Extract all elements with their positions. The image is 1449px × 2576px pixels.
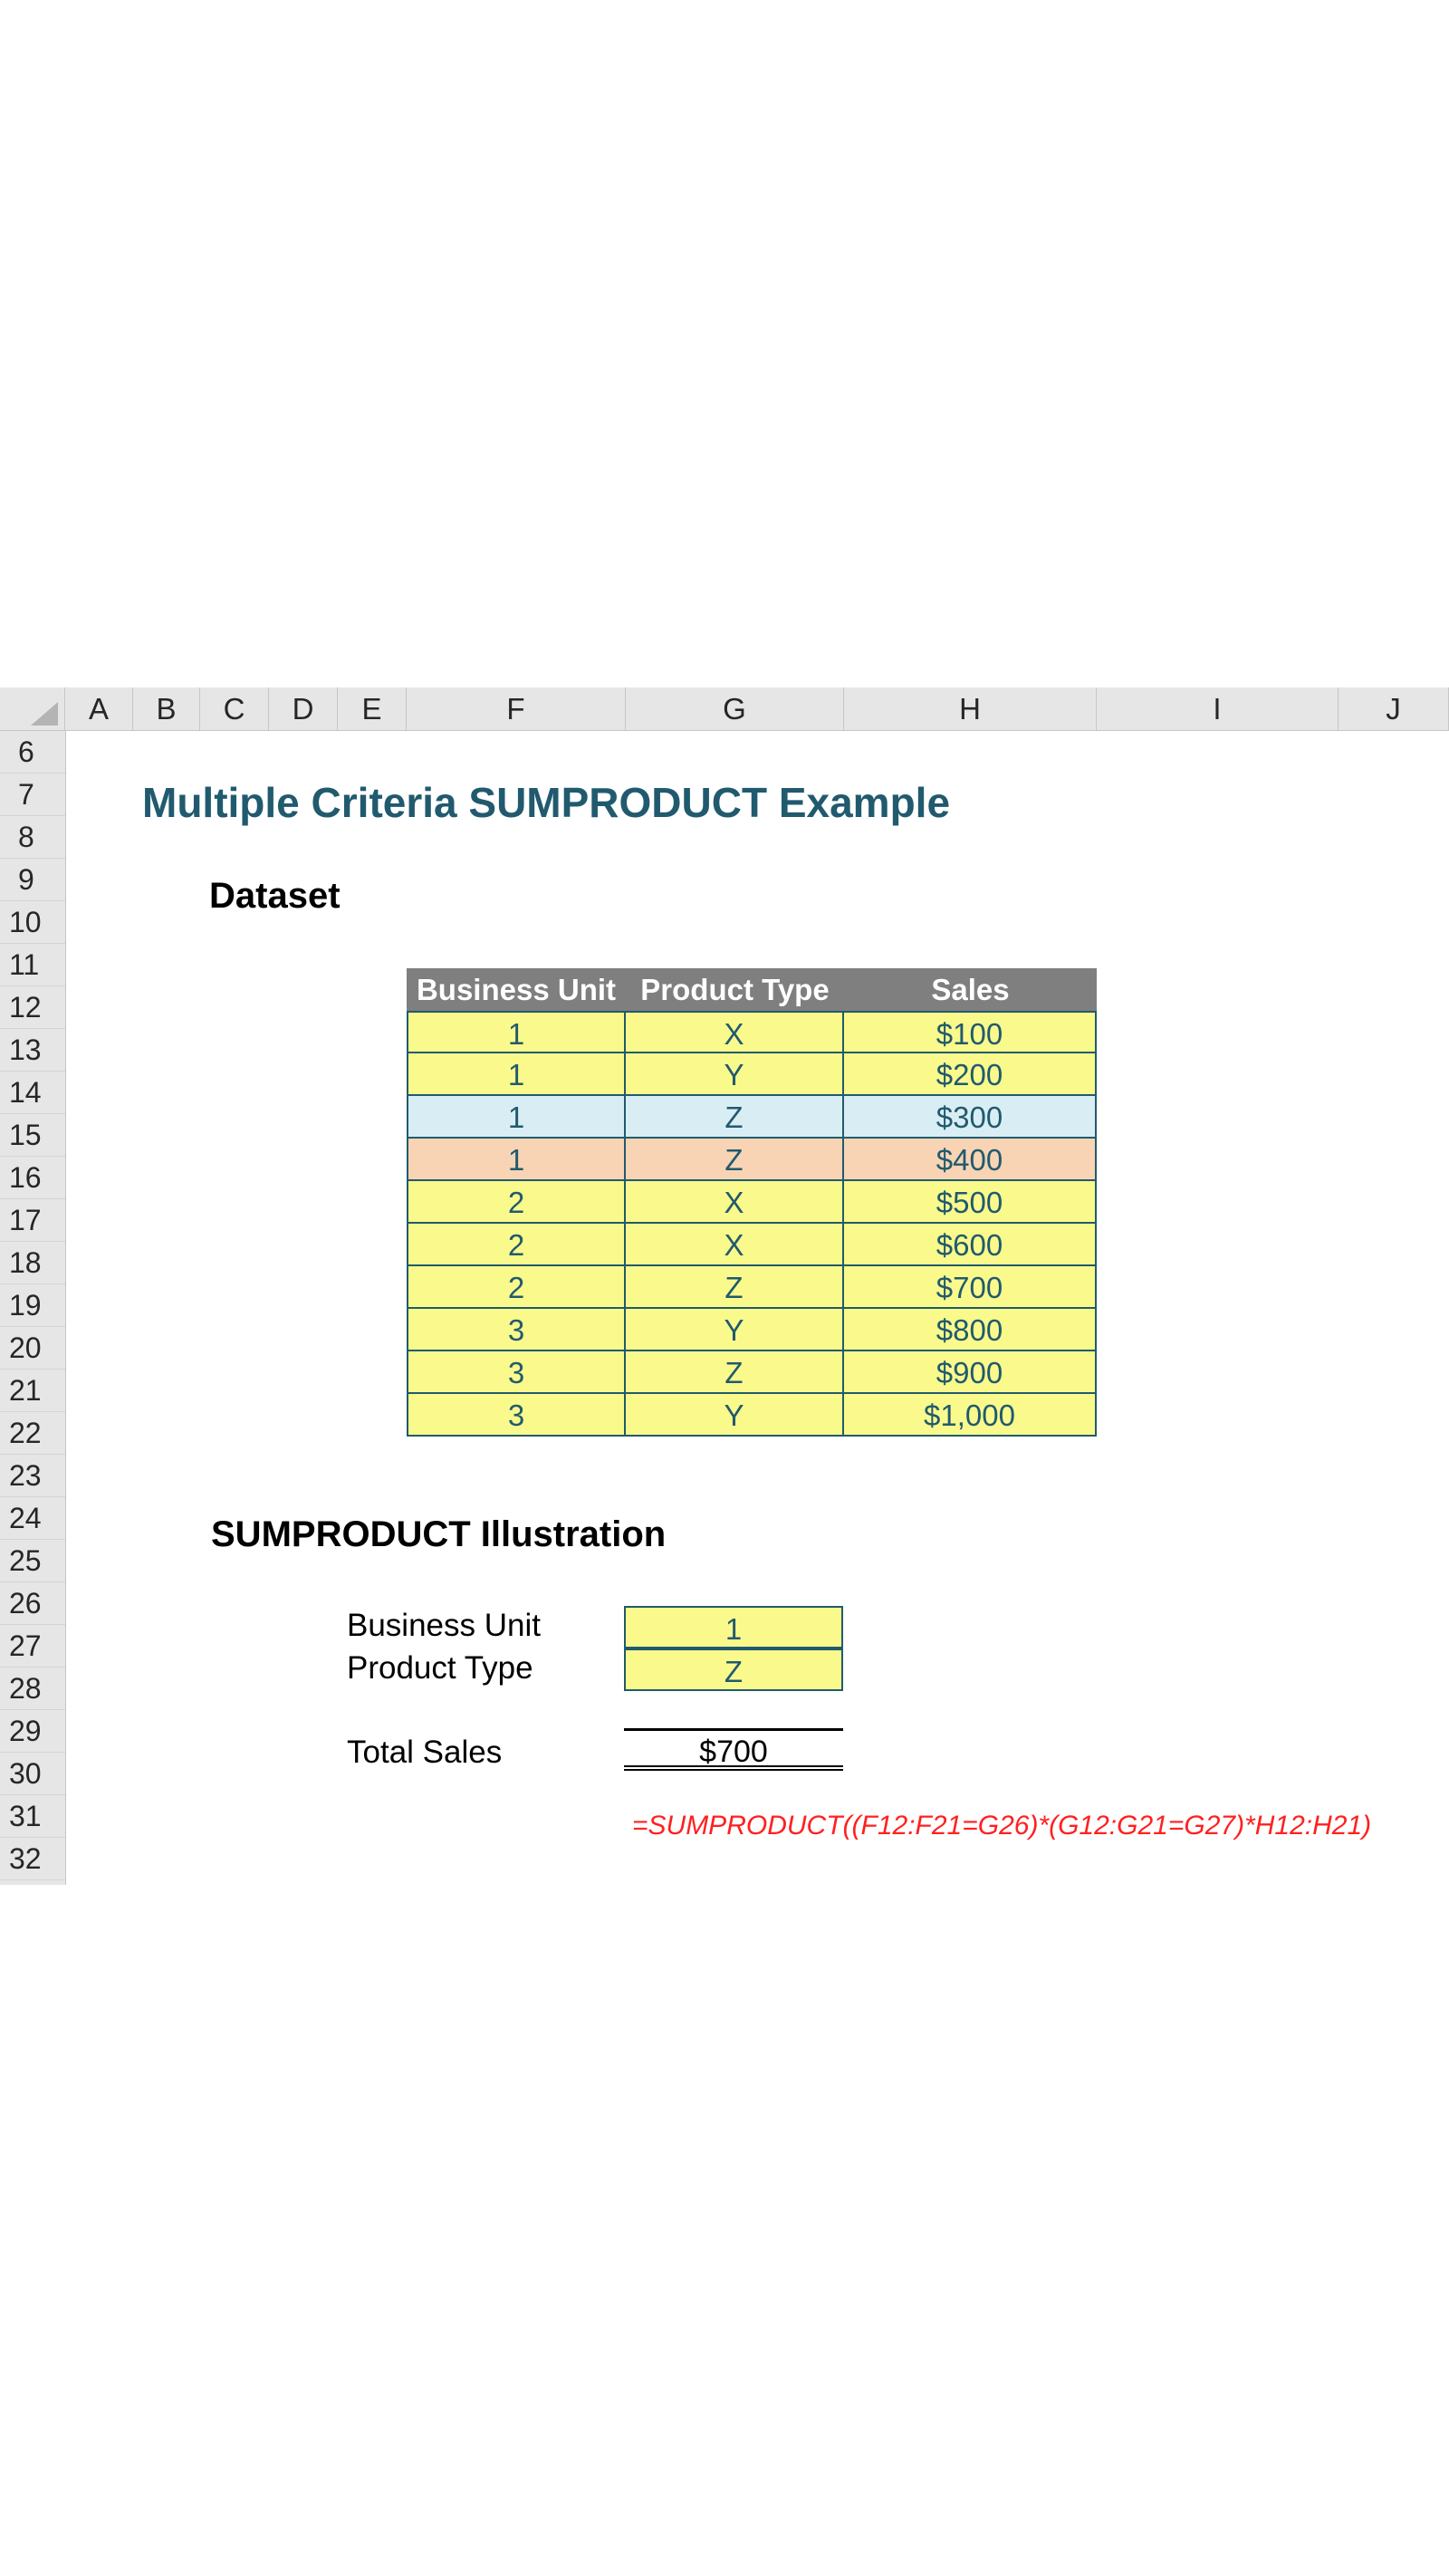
row-header-12[interactable]: 12 xyxy=(0,986,65,1029)
column-header-e[interactable]: E xyxy=(338,687,407,730)
cell-sales[interactable]: $300 xyxy=(844,1096,1097,1139)
row-header-10[interactable]: 10 xyxy=(0,901,65,944)
row-header-27[interactable]: 27 xyxy=(0,1625,65,1668)
cell-sales[interactable]: $600 xyxy=(844,1224,1097,1266)
column-header-f[interactable]: F xyxy=(407,687,626,730)
product-type-input[interactable]: Z xyxy=(624,1648,843,1691)
select-all-corner[interactable] xyxy=(0,687,65,730)
cell-product-type[interactable]: Y xyxy=(626,1309,844,1351)
column-header-d[interactable]: D xyxy=(269,687,338,730)
row-header-7[interactable]: 7 xyxy=(0,774,65,816)
cell-sales[interactable]: $200 xyxy=(844,1053,1097,1096)
column-header-c[interactable]: C xyxy=(200,687,269,730)
row-header-31[interactable]: 31 xyxy=(0,1795,65,1838)
cell-sales[interactable]: $1,000 xyxy=(844,1394,1097,1437)
row-header-bar xyxy=(0,731,66,1885)
total-sales-label[interactable]: Total Sales xyxy=(347,1735,503,1770)
row-header-6[interactable]: 6 xyxy=(0,731,65,774)
column-header-h[interactable]: H xyxy=(844,687,1097,730)
cell-product-type[interactable]: Y xyxy=(626,1394,844,1437)
cell-business-unit[interactable]: 3 xyxy=(407,1309,626,1351)
formula-note[interactable]: =SUMPRODUCT((F12:F21=G26)*(G12:G21=G27)*H12:H21) xyxy=(632,1811,1372,1841)
sheet-title[interactable]: Multiple Criteria SUMPRODUCT Example xyxy=(142,779,951,826)
cell-business-unit[interactable]: 1 xyxy=(407,1011,626,1053)
cell-product-type[interactable]: X xyxy=(626,1181,844,1224)
row-header-19[interactable]: 19 xyxy=(0,1284,65,1327)
cell-product-type[interactable]: Z xyxy=(626,1266,844,1309)
row-header-16[interactable]: 16 xyxy=(0,1157,65,1199)
cell-business-unit[interactable]: 2 xyxy=(407,1181,626,1224)
cell-product-type[interactable]: Z xyxy=(626,1139,844,1181)
cell-sales[interactable]: $400 xyxy=(844,1139,1097,1181)
row-header-14[interactable]: 14 xyxy=(0,1072,65,1114)
row-header-26[interactable]: 26 xyxy=(0,1582,65,1625)
column-header-bar xyxy=(0,687,1449,731)
cell-sales[interactable]: $500 xyxy=(844,1181,1097,1224)
row-header-18[interactable]: 18 xyxy=(0,1242,65,1284)
cell-business-unit[interactable]: 1 xyxy=(407,1053,626,1096)
cell-business-unit[interactable]: 2 xyxy=(407,1266,626,1309)
table-header-sales[interactable]: Sales xyxy=(844,968,1097,1011)
product-type-label[interactable]: Product Type xyxy=(347,1650,533,1686)
row-header-22[interactable]: 22 xyxy=(0,1412,65,1455)
cell-business-unit[interactable]: 1 xyxy=(407,1096,626,1139)
column-header-j[interactable]: J xyxy=(1339,687,1449,730)
cell-product-type[interactable]: Y xyxy=(626,1053,844,1096)
cell-business-unit[interactable]: 3 xyxy=(407,1394,626,1437)
row-header-32[interactable]: 32 xyxy=(0,1838,65,1880)
select-all-icon xyxy=(31,702,58,726)
row-header-15[interactable]: 15 xyxy=(0,1114,65,1157)
row-header-8[interactable]: 8 xyxy=(0,816,65,859)
cell-product-type[interactable]: Z xyxy=(626,1096,844,1139)
cell-sales[interactable]: $800 xyxy=(844,1309,1097,1351)
cell-business-unit[interactable]: 2 xyxy=(407,1224,626,1266)
row-header-25[interactable]: 25 xyxy=(0,1540,65,1582)
row-header-11[interactable]: 11 xyxy=(0,944,65,986)
row-header-17[interactable]: 17 xyxy=(0,1199,65,1242)
column-header-b[interactable]: B xyxy=(133,687,200,730)
spreadsheet xyxy=(0,687,1449,1885)
row-header-29[interactable]: 29 xyxy=(0,1710,65,1753)
cell-product-type[interactable]: Z xyxy=(626,1351,844,1394)
column-header-i[interactable]: I xyxy=(1097,687,1339,730)
total-sales-value[interactable]: $700 xyxy=(624,1728,843,1771)
row-header-13[interactable]: 13 xyxy=(0,1029,65,1072)
cell-sales[interactable]: $900 xyxy=(844,1351,1097,1394)
business-unit-label[interactable]: Business Unit xyxy=(347,1608,541,1643)
cell-product-type[interactable]: X xyxy=(626,1224,844,1266)
cell-business-unit[interactable]: 3 xyxy=(407,1351,626,1394)
table-header-product-type[interactable]: Product Type xyxy=(626,968,844,1011)
row-header-23[interactable]: 23 xyxy=(0,1455,65,1497)
cell-business-unit[interactable]: 1 xyxy=(407,1139,626,1181)
column-header-g[interactable]: G xyxy=(626,687,844,730)
illustration-heading[interactable]: SUMPRODUCT Illustration xyxy=(211,1514,667,1554)
dataset-heading[interactable]: Dataset xyxy=(209,876,341,916)
cell-sales[interactable]: $700 xyxy=(844,1266,1097,1309)
row-header-28[interactable]: 28 xyxy=(0,1668,65,1710)
cell-product-type[interactable]: X xyxy=(626,1011,844,1053)
cell-sales[interactable]: $100 xyxy=(844,1011,1097,1053)
column-header-a[interactable]: A xyxy=(65,687,133,730)
row-header-24[interactable]: 24 xyxy=(0,1497,65,1540)
row-header-30[interactable]: 30 xyxy=(0,1753,65,1795)
row-header-9[interactable]: 9 xyxy=(0,859,65,901)
row-header-21[interactable]: 21 xyxy=(0,1370,65,1412)
row-header-20[interactable]: 20 xyxy=(0,1327,65,1370)
business-unit-input[interactable]: 1 xyxy=(624,1606,843,1648)
table-header-business-unit[interactable]: Business Unit xyxy=(407,968,626,1011)
